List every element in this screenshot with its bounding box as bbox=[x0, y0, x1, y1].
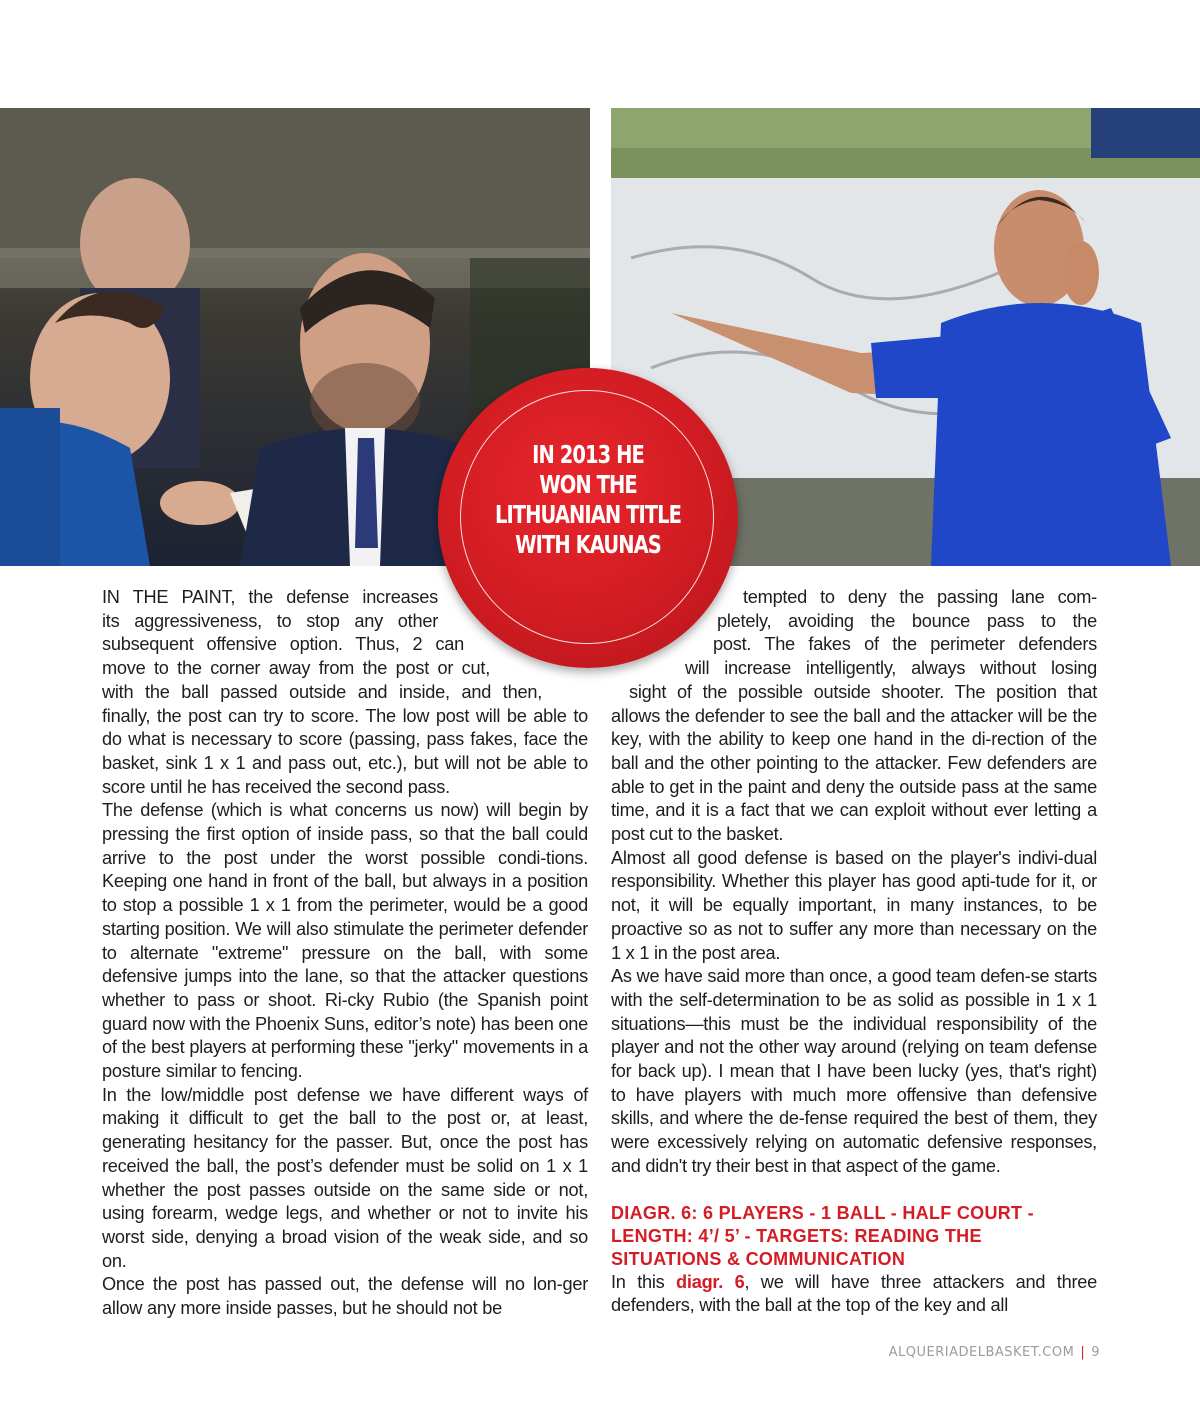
pull-quote-line: WITH KAUNAS bbox=[515, 530, 661, 559]
pull-quote-line: WON THE bbox=[539, 470, 637, 499]
pull-quote-line: LITHUANIAN TITLE bbox=[494, 500, 682, 529]
wrapped-line: tempted to deny the passing lane com- bbox=[743, 587, 1097, 607]
pull-quote-text bbox=[471, 440, 705, 560]
paragraph-wrapped-around-circle bbox=[102, 586, 588, 705]
page-number: 9 bbox=[1091, 1345, 1100, 1360]
wrapped-line: will increase intelligently, always without losing bbox=[685, 658, 1097, 679]
wrapped-line: post. The fakes of the perimeter defenders bbox=[713, 634, 1097, 655]
paragraph: allows the defender to see the ball and the attacker will be the key, with the ability to keep one hand in the di-rection of the ball and the other pointing to the attacker. Few defenders are able to get in the paint and deny the outside pass at the same time, and it is a fact that we can exploit without ever letting a post cut to the basket. bbox=[611, 705, 1097, 845]
footer-separator: | bbox=[1080, 1345, 1086, 1360]
pull-quote-line: IN 2013 HE bbox=[532, 440, 644, 469]
paragraph: finally, the post can try to score. The low post will be able to do what is necessary to score (passing, pass fakes, face the basket, sink 1 x 1 and pass out, etc.), but will not be able to score until he has received the second pass. bbox=[102, 705, 588, 797]
paragraph: The defense (which is what concerns us now) will begin by pressing the first option of inside pass, so that the ball could arrive to the post under the worst possible condi-tions. Keeping one hand in front of the ball, but always in a position to stop a possible 1 x 1 from the perimeter, would be a good starting position. We will also stimulate the perimeter defender to alternate "extreme" pressure on the ball, with some defensive jumps into the lane, so that the attacker questions whether to pass or shoot. Ri-cky Rubio (the Spanish point guard now with the Phoenix Suns, editor’s note) has been one of the best players at performing these "jerky" movements in a posture similar to fencing. bbox=[102, 800, 588, 1082]
paragraph-text: In this bbox=[611, 1271, 677, 1292]
wrapped-line: pletely, avoiding the bounce pass to the bbox=[717, 610, 1097, 631]
article-column-right bbox=[611, 586, 1097, 1318]
paragraph: In the low/middle post defense we have different ways of making it difficult to get the ball to the post or, at least, generating hesitancy for the passer. But, once the post has received the ball, the post’s defender must be solid on 1 x 1 whether the post passes outside on the same side or not, using forearm, wedge legs, and whether or not to invite his worst side, denying a broad vision of the weak side, and so on. bbox=[102, 1084, 588, 1271]
paragraph: Once the post has passed out, the defense will no lon-ger allow any more inside passes, but he should not be bbox=[102, 1274, 588, 1319]
wrapped-line: its aggressiveness, to stop any other bbox=[102, 610, 438, 631]
paragraph-wrapped-around-circle bbox=[611, 586, 1097, 705]
paragraph: As we have said more than once, a good team defen-se starts with the self-determination to be as solid as possible in 1 x 1 situations—this must be the individual responsibility of the player and not the other way around (relying on team defense for back up). I mean that I have been lucky (yes, that's right) to have players with much more offensive than defensive skills, and where the de-fense required the best of them, they were excessively relying on automatic defensive responses, and didn't try their best in that aspect of the game. bbox=[611, 966, 1097, 1176]
wrapped-line: move to the corner away from the post or cut, bbox=[102, 658, 490, 679]
article-column-left bbox=[102, 586, 588, 1321]
paragraph-text: , we will have three attackers and three defenders, with the ball at the top of the key and all bbox=[611, 1271, 1098, 1316]
wrapped-line: sight of the possible outside shooter. The position that bbox=[629, 681, 1097, 702]
diagram-reference: diagr. 6 bbox=[676, 1271, 745, 1292]
section-heading: DIAGR. 6: 6 PLAYERS - 1 BALL - HALF COURT - LENGTH: 4’/ 5’ - TARGETS: READING THE SITUATIONS & COMMUNICATION bbox=[611, 1202, 1034, 1269]
wrapped-line: IN THE PAINT, the defense increases bbox=[102, 587, 438, 607]
paragraph bbox=[611, 1271, 1097, 1318]
page-footer bbox=[889, 1345, 1100, 1360]
wrapped-line: subsequent offensive option. Thus, 2 can bbox=[102, 634, 464, 655]
wrapped-line: with the ball passed outside and inside, and then, bbox=[102, 681, 542, 702]
paragraph: Almost all good defense is based on the player's indivi-dual responsibility. Whether this player has good apti-tude for it, or not, it will be equally important, in many instances, to be proactive so as not to suffer any more than necessary on the 1 x 1 in the post area. bbox=[611, 847, 1097, 963]
footer-site: ALQUERIADELBASKET.COM bbox=[888, 1345, 1075, 1360]
